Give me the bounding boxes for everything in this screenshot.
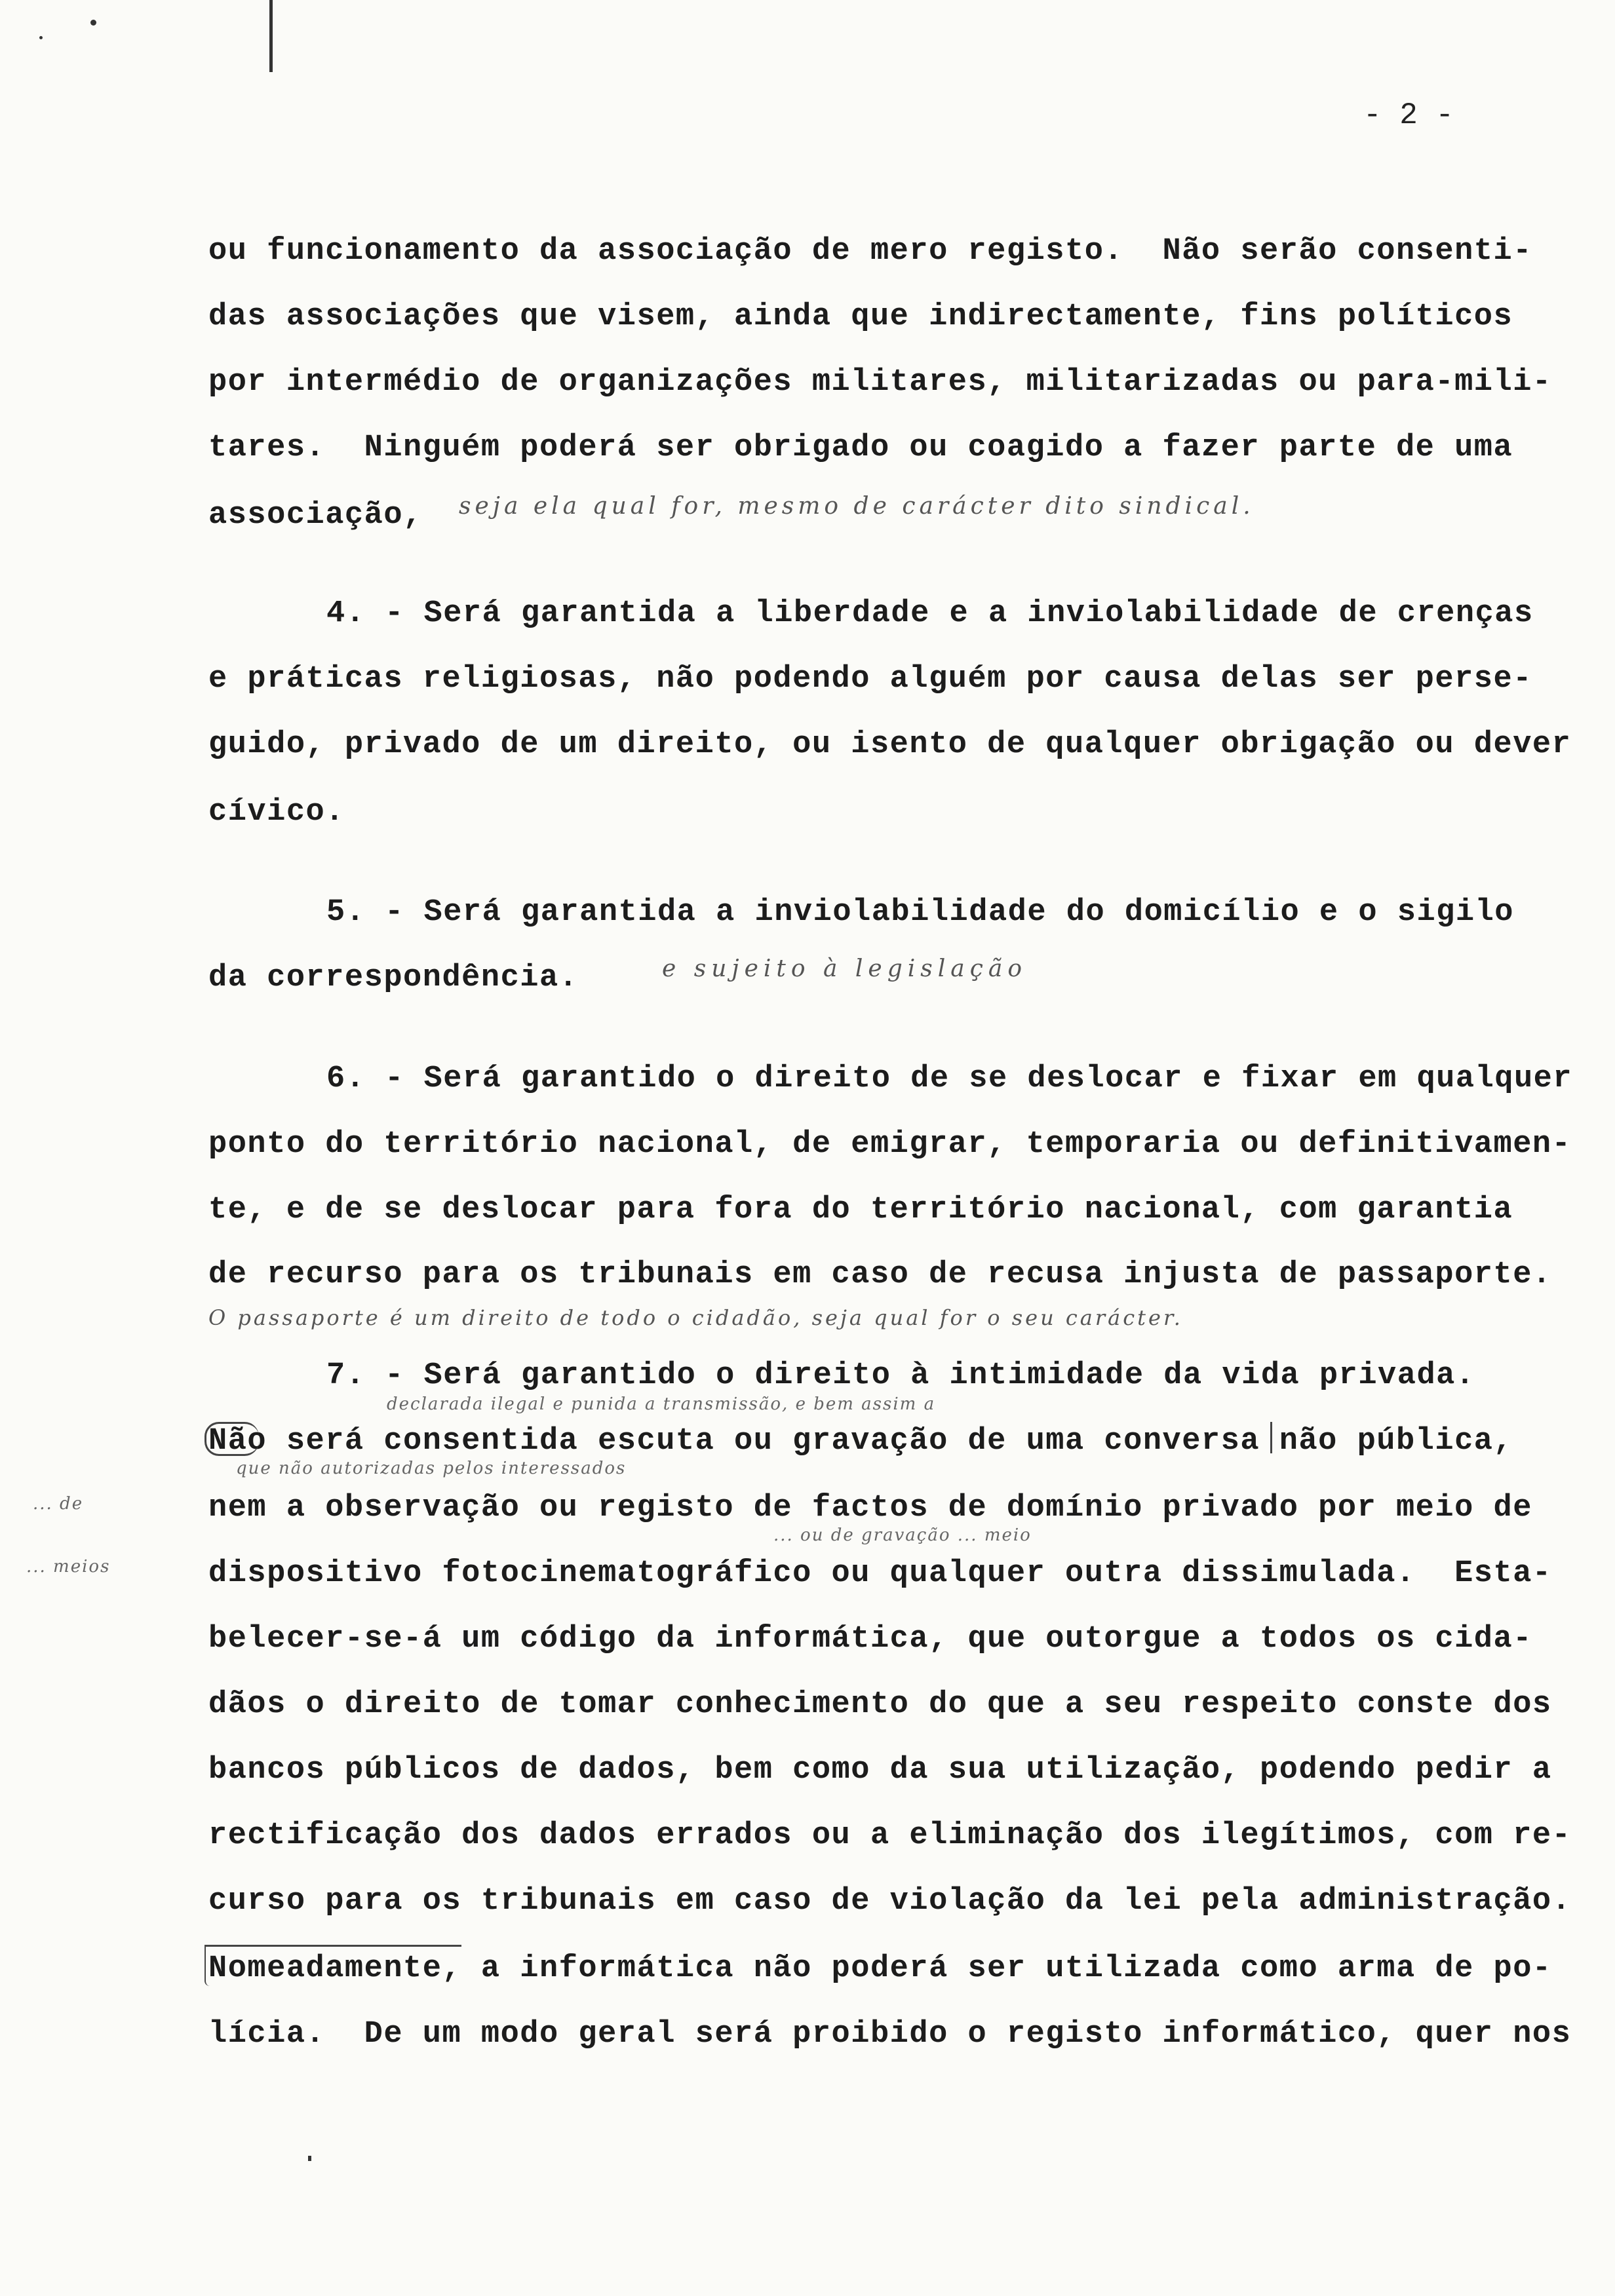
handwritten-note: seja ela qual for, mesmo de carácter dito sindical. [459,493,1255,520]
text-line: ponto do território nacional, de emigrar, temporaria ou definitivamen- [208,1127,1572,1162]
text-line: 7. - Será garantido o direito à intimidade da vida privada. [326,1358,1475,1393]
text-line: associação, [208,498,423,533]
handwritten-note: e sujeito à legislação [662,955,1028,982]
text-line: de recurso para os tribunais em caso de recusa injusta de passaporte. [208,1257,1552,1292]
text-line: rectificação dos dados errados ou a eliminação dos ilegítimos, com re- [208,1818,1572,1853]
handwritten-bracket [1265,1422,1272,1453]
text-line: nem a observação ou registo de factos de domínio privado por meio de [208,1491,1532,1525]
text-line: tares. Ninguém poderá ser obrigado ou coagido a fazer parte de uma [208,430,1513,465]
handwritten-note: O passaporte é um direito de todo o cidadão, seja qual for o seu carácter. [208,1305,1183,1330]
text-line: dispositivo fotocinematográfico ou qualquer outra dissimulada. Esta- [208,1556,1552,1591]
handwritten-circle [204,1422,259,1456]
text-line: te, e de se deslocar para fora do território nacional, com garantia [208,1193,1513,1227]
page-number: - 2 - [1363,98,1454,132]
handwritten-note: que não autorizadas pelos interessados [236,1459,627,1478]
handwritten-margin-note: ... meios [26,1557,111,1577]
handwritten-margin-note: ... de [33,1494,84,1514]
text-line: da correspondência. [208,961,579,995]
scan-rule [269,0,273,72]
text-line: 5. - Será garantida a inviolabilidade do domicílio e o sigilo [326,895,1514,930]
handwritten-underline [204,1945,461,1986]
text-line: 4. - Será garantida a liberdade e a inviolabilidade de crenças [326,596,1534,631]
handwritten-note: declarada ilegal e punida a transmissão, e bem assim a [387,1394,936,1414]
text-line: lícia. De um modo geral será proibido o registo informático, quer nos [208,2017,1572,2052]
scan-speck [308,2156,311,2161]
text-line: bancos públicos de dados, bem como da sua utilização, podendo pedir a [208,1753,1552,1788]
text-line: por intermédio de organizações militares, militarizadas ou para-mili- [208,365,1552,400]
text-line: cívico. [208,795,345,830]
handwritten-note: ... ou de gravação ... meio [773,1525,1032,1545]
text-line: e práticas religiosas, não podendo alguém por causa delas ser perse- [208,662,1532,697]
text-line: belecer-se-á um código da informática, que outorgue a todos os cida- [208,1622,1532,1656]
text-line: curso para os tribunais em caso de violação da lei pela administração. [208,1884,1572,1919]
text-line: guido, privado de um direito, ou isento de qualquer obrigação ou dever [208,727,1572,762]
text-line: dãos o direito de tomar conhecimento do que a seu respeito conste dos [208,1687,1552,1722]
text-line: ou funcionamento da associação de mero registo. Não serão consenti- [208,234,1532,269]
scan-speck [39,36,43,39]
scan-speck [90,20,96,26]
text-line: 6. - Será garantido o direito de se deslocar e fixar em qualquer [326,1062,1573,1096]
text-line: Nomeadamente, a informática não poderá ser utilizada como arma de po- [208,1951,1552,1986]
text-line: das associações que visem, ainda que indirectamente, fins políticos [208,299,1513,334]
text-line: Não será consentida escuta ou gravação de uma conversa não pública, [208,1424,1513,1459]
